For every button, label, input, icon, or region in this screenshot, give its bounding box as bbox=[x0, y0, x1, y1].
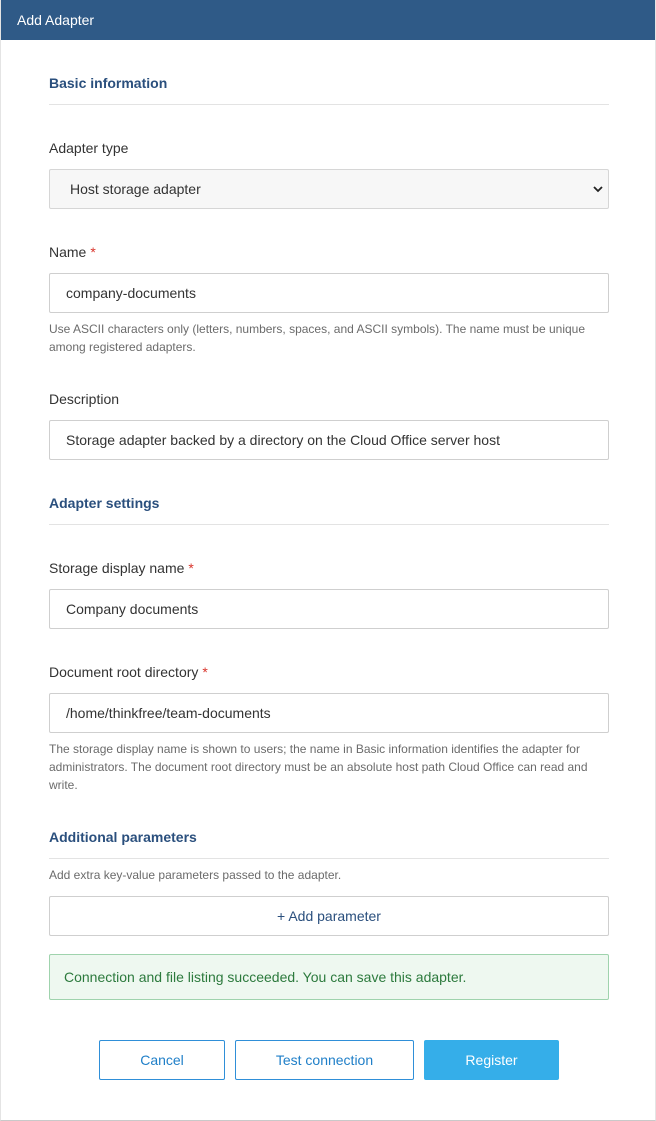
section-adapter-settings: Adapter settings bbox=[49, 495, 160, 511]
register-button[interactable]: Register bbox=[424, 1040, 559, 1080]
required-marker: * bbox=[202, 664, 208, 680]
add-parameter-button[interactable]: + Add parameter bbox=[49, 896, 609, 936]
cancel-button[interactable]: Cancel bbox=[99, 1040, 225, 1080]
section-basic-information: Basic information bbox=[49, 75, 168, 91]
divider bbox=[49, 858, 609, 859]
name-label-text: Name bbox=[49, 244, 87, 260]
document-root-directory-input[interactable] bbox=[49, 693, 609, 733]
adapter-type-select[interactable] bbox=[49, 169, 609, 209]
parameters-help-text: Add extra key-value parameters passed to the adapter. bbox=[49, 868, 342, 882]
connection-success-alert: Connection and file listing succeeded. You can save this adapter. bbox=[49, 954, 609, 1000]
required-marker: * bbox=[90, 244, 96, 260]
test-connection-button[interactable]: Test connection bbox=[235, 1040, 414, 1080]
divider bbox=[49, 104, 609, 105]
adapter-type-value: Host storage adapter bbox=[70, 181, 201, 197]
required-marker: * bbox=[188, 560, 194, 576]
description-input[interactable] bbox=[49, 420, 609, 460]
name-help-text: Use ASCII characters only (letters, numbers, spaces, and ASCII symbols). The name must be unique among registered adapters. bbox=[49, 322, 586, 354]
document-root-directory-label bbox=[49, 663, 208, 681]
name-label bbox=[49, 243, 96, 261]
name-input[interactable] bbox=[49, 273, 609, 313]
adapter-type-label: Adapter type bbox=[49, 140, 129, 156]
settings-help-text: The storage display name is shown to users; the name in Basic information identifies the adapter for administrators. The document root directory must be an absolute host path Cloud Office can read and write. bbox=[49, 742, 588, 792]
storage-display-name-label bbox=[49, 559, 194, 577]
chevron-down-icon bbox=[592, 183, 604, 195]
dialog-title: Add Adapter bbox=[1, 0, 655, 40]
description-label: Description bbox=[49, 391, 120, 407]
divider bbox=[49, 524, 609, 525]
storage-display-name-input[interactable] bbox=[49, 589, 609, 629]
storage-display-name-label-text: Storage display name bbox=[49, 560, 185, 576]
document-root-directory-label-text: Document root directory bbox=[49, 664, 199, 680]
section-additional-parameters: Additional parameters bbox=[49, 829, 197, 845]
